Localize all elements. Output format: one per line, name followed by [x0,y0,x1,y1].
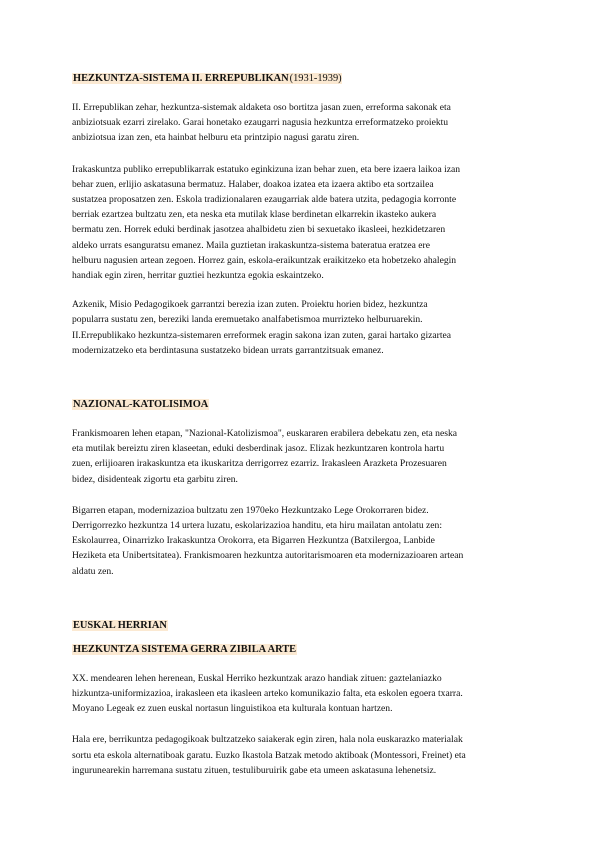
section-heading-basque-country [72,619,532,633]
paragraph [72,671,532,717]
text-line: Irakaskuntza publiko errepublikarrak estatuko eginkizuna izan behar zuen, eta bere izaera laikoa izan [72,163,461,175]
text-line: behar zuen, erlijio askatasuna bermatuz. Halaber, doakoa izatea eta izaera aktibo eta sortzailea [72,178,434,190]
section-heading-republic [72,72,532,86]
document-page [72,72,532,778]
section-heading-national-catholicism [72,398,532,412]
heading-text: NAZIONAL-KATOLISIMOA [73,399,209,411]
text-line: Eskolaurrea, Oinarrizko Irakaskuntza Orokorra, eta Bigarren Hezkuntza (Batxilergoa, Lanbide [72,535,435,547]
paragraph [72,426,532,487]
text-line: II. Errepublikan zehar, hezkuntza-sistemak aldaketa oso bortitza jasan zuen, erreforma sakonak eta [72,102,451,113]
text-line: ingurunearekin harremana sustatu zituen, testuliburuirik gabe eta umeen askatasuna lehenetsiz. [72,764,437,776]
paragraph [72,503,532,579]
heading-years: (1931-1939) [289,73,342,84]
text-line: Moyano Legeak ez zuen euskal nortasun linguistikoa eta kulturala kontuan hartzen. [72,703,393,715]
text-line: sustatzea proposatzen zen. Eskola tradizionalaren ezaugarriak alde batera utzita, pedagogia korronte [72,194,457,206]
paragraph [72,297,532,358]
text-line: anbiziotsua izan zen, eta hainbat helburu eta printzipio nagusi garatu ziren. [72,132,360,144]
text-line: berriak ezartzea bultzatu zen, eta neska eta mutilak klase berdinetan elkarrekin ikasteko aukera [72,209,437,221]
paragraph [72,732,532,778]
text-line: aldeko urrats esanguratsu emanez. Maila guztietan irakaskuntza-sistema bateratua eratzea ere [72,239,430,251]
text-line: sortu eta eskola alternatiboak garatu. Euzko Ikastola Batzak metodo aktiboak (Montessori, Freinet) eta [72,749,466,761]
paragraph [72,162,532,284]
text-line: bidez, disidenteak zigortu eta garbitu ziren. [72,473,238,485]
text-line: zuen, erlijioaren irakaskuntza eta ikuskaritza derrigorrez ezarriz. Irakasleen Arazketa Prozesuaren [72,458,447,470]
text-line: XX. mendearen lehen herenean, Euskal Herriko hezkuntzak arazo handiak zituen: gaztelaniazko [72,672,442,684]
heading-text: HEZKUNTZA-SISTEMA II. ERREPUBLIKAN [73,73,289,84]
text-line: helburu nagusien artean zegoen. Horrez gain, eskola-eraikuntzak eraikitzeko eta hobetzeko ahalegin [72,254,457,266]
text-line: handiak egin ziren, herritar guztiei hezkuntza egokia eskaintzeko. [72,270,324,282]
text-line: modernizatzeko eta berdintasuna sustatzeko bidean urrats garrantzitsuak emanez. [72,344,384,356]
heading-text: EUSKAL HERRIAN [73,619,167,631]
paragraph [72,100,532,146]
text-line: anbiziotsuak ezarri zirelako. Garai honetako ezaugarri nagusia hezkuntza erreformatzeko proiektu [72,117,449,129]
text-line: eta mutilak bereiztu ziren klaseetan, eduki desberdinak jasoz. Elizak hezkuntzaren kontrola hartu [72,443,445,455]
text-line: bermatu zen. Horrek eduki berdinak jasotzea ahalbidetu zien bi sexuetako ikasleei, hezkidetzaren [72,224,446,236]
text-line: popularra sustatu zen, bereziki landa eremuetako analfabetismoa murrizteko helburuarekin. [72,314,423,326]
subheading-text: HEZKUNTZA SISTEMA GERRA ZIBILA ARTE [73,643,297,655]
section-subheading-civil-war [72,643,532,657]
text-line: Hala ere, berrikuntza pedagogikoak bultzatzeko saiakerak egin ziren, hala nola euskarazko materialak [72,734,463,746]
text-line: aldatu zen. [72,565,114,577]
text-line: II.Errepublikako hezkuntza-sistemaren erreformek eragin sakona izan zuten, garai hartako gizartea [72,329,452,341]
text-line: Derrigorrezko hezkuntza 14 urtera luzatu, eskolarizazioa handitu, eta hiru mailatan antolatu zen: [72,520,442,532]
text-line: Heziketa eta Unibertsitatea). Frankismoaren hezkuntza autoritarismoaren eta modernizazioaren artean [72,550,464,562]
text-line: Frankismoaren lehen etapan, "Nazional-Katolizismoa", euskararen erabilera debekatu zen, eta neska [72,428,458,440]
text-line: Bigarren etapan, modernizazioa bultzatu zen 1970eko Hezkuntzako Lege Orokorraren bidez. [72,504,429,516]
text-line: Azkenik, Misio Pedagogikoek garrantzi berezia izan zuten. Proiektu horien bidez, hezkuntza [72,299,428,311]
text-line: hizkuntza-uniformizazioa, irakasleen eta ikasleen arteko komunikazio falta, eta eskolen egoera txarra. [72,688,463,700]
